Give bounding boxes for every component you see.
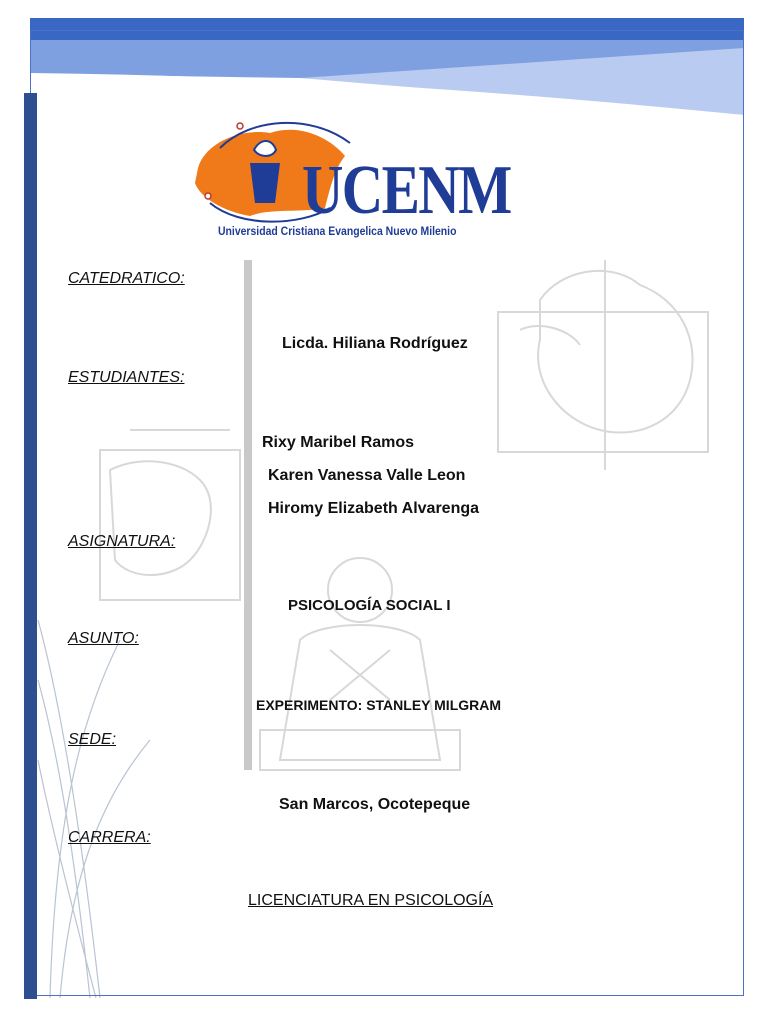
logo-wordmark: UCENM <box>302 152 511 229</box>
catedratico-value: Licda. Hiliana Rodríguez <box>282 335 468 352</box>
sede-value: San Marcos, Ocotepeque <box>279 796 471 813</box>
student-name: Rixy Maribel Ramos <box>262 434 415 451</box>
asunto-label: ASUNTO: <box>68 630 139 647</box>
asunto-value: EXPERIMENTO: STANLEY MILGRAM <box>256 697 502 713</box>
estudiantes-label: ESTUDIANTES: <box>68 369 185 386</box>
carrera-label: CARRERA: <box>68 829 151 846</box>
left-accent-bar <box>24 93 37 999</box>
sede-label: SEDE: <box>68 731 117 748</box>
catedratico-label: CATEDRATICO: <box>68 270 185 287</box>
student-name: Hiromy Elizabeth Alvarenga <box>268 500 480 517</box>
carrera-value: LICENCIATURA EN PSICOLOGÍA <box>248 892 494 909</box>
asignatura-label: ASIGNATURA: <box>68 533 176 550</box>
student-name: Karen Vanessa Valle Leon <box>268 467 466 484</box>
logo-tagline: Universidad Cristiana Evangelica Nuevo Milenio <box>218 224 457 238</box>
asignatura-value: PSICOLOGÍA SOCIAL I <box>288 597 451 614</box>
